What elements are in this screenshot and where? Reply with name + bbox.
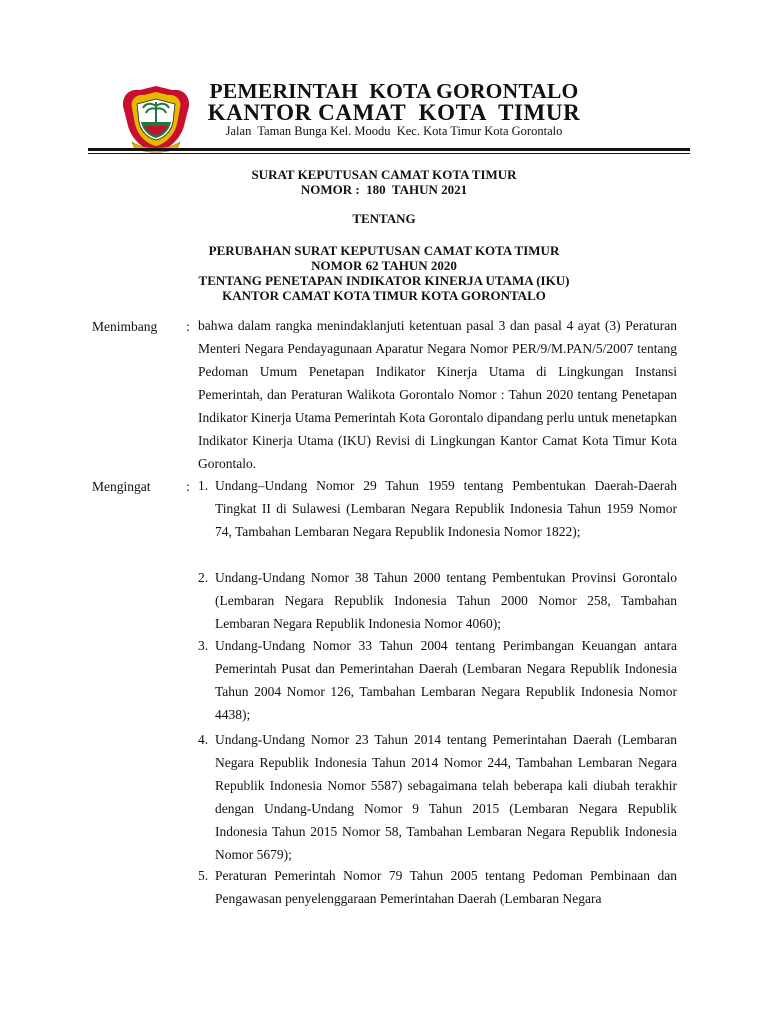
letterhead-divider-thick: [88, 148, 690, 151]
letterhead-address: Jalan Taman Bunga Kel. Moodu Kec. Kota Timur Kota Gorontalo: [225, 124, 563, 138]
mengingat-item-text: Undang-Undang Nomor 38 Tahun 2000 tentang Pembentukan Provinsi Gorontalo (Lembaran Negara Republik Indonesia Tahun 2000 Nomor 258, Tambahan Lembaran Negara Republik Indonesia Nomor 4060);: [215, 570, 677, 631]
menimbang-label: Menimbang: [92, 319, 158, 334]
mengingat-item-1: [198, 474, 677, 543]
mengingat-item-text: Peraturan Pemerintah Nomor 79 Tahun 2005 tentang Pedoman Pembinaan dan Pengawasan penyelenggaraan Pemerintahan Daerah (Lembaran Negara: [215, 868, 677, 906]
mengingat-label: Mengingat: [92, 479, 151, 494]
mengingat-item-5: [198, 864, 677, 910]
letterhead-office-name: KANTOR CAMAT KOTA TIMUR: [207, 100, 581, 125]
decree-subject-line-3: TENTANG PENETAPAN INDIKATOR KINERJA UTAMA (IKU): [198, 273, 570, 288]
mengingat-item-text: Undang-Undang Nomor 23 Tahun 2014 tentang Pemerintahan Daerah (Lembaran Negara Republik Indonesia Tahun 2014 Nomor 244, Tambahan Lembaran Negara Republik Indonesia Nomor 5587) sebagaimana telah beberapa kali diubah terakhir dengan Undang-Undang Nomor 9 Tahun 2015 (Lembaran Negara Republik Indonesia Tahun 2015 Nomor 58, Tambahan Lembaran Negara Republik Indonesia Nomor 5679);: [215, 732, 677, 862]
decree-subject-line-2: NOMOR 62 TAHUN 2020: [311, 258, 457, 273]
mengingat-item-number: 3.: [198, 638, 209, 653]
mengingat-item-number: 2.: [198, 570, 209, 585]
mengingat-item-text: Undang-Undang Nomor 33 Tahun 2004 tentang Perimbangan Keuangan antara Pemerintah Pusat dan Pemerintahan Daerah (Lembaran Negara Republik Indonesia Tahun 2004 Nomor 126, Tambahan Lembaran Negara Republik Indonesia Nomor 4438);: [215, 638, 677, 722]
decree-subject-line-1: PERUBAHAN SURAT KEPUTUSAN CAMAT KOTA TIMUR: [208, 243, 560, 258]
mengingat-item-number: 4.: [198, 732, 209, 747]
menimbang-text: bahwa dalam rangka menindaklanjuti ketentuan pasal 3 dan pasal 4 ayat (3) Peraturan Menteri Negara Pendayagunaan Aparatur Negara Nomor PER/9/M.PAN/5/2007 tentang Pedoman Umum Penetapan Indikator Kinerja Utama di Lingkungan Instansi Pemerintah, dan Peraturan Walikota Gorontalo Nomor : Tahun 2020 tentang Penetapan Indikator Kinerja Utama Pemerintah Kota Gorontalo dipandang perlu untuk menetapkan Indikator Kinerja Utama (IKU) Revisi di Lingkungan Kantor Camat Kota Timur Kota Gorontalo.: [198, 318, 677, 471]
mengingat-item-3: [198, 634, 677, 726]
mengingat-colon: :: [186, 479, 190, 494]
letterhead-divider-thin: [88, 153, 690, 154]
mengingat-item-number: 5.: [198, 868, 209, 883]
mengingat-item-text: Undang–Undang Nomor 29 Tahun 1959 tentang Pembentukan Daerah-Daerah Tingkat II di Sulawesi (Lembaran Negara Republik Indonesia Tahun 1959 Nomor 74, Tambahan Lembaran Negara Republik Indonesia Nomor 1822);: [215, 478, 677, 539]
letterhead: [0, 0, 768, 160]
decree-title: SURAT KEPUTUSAN CAMAT KOTA TIMUR: [251, 167, 517, 182]
menimbang-colon: :: [186, 319, 190, 334]
mengingat-item-2: [198, 566, 677, 635]
mengingat-item-4: [198, 728, 677, 866]
letterhead-government-name: PEMERINTAH KOTA GORONTALO: [209, 79, 579, 103]
mengingat-item-number: 1.: [198, 478, 209, 493]
decree-subject-line-4: KANTOR CAMAT KOTA TIMUR KOTA GORONTALO: [222, 288, 546, 303]
decree-about: TENTANG: [352, 211, 416, 226]
decree-number: NOMOR : 180 TAHUN 2021: [300, 182, 468, 197]
